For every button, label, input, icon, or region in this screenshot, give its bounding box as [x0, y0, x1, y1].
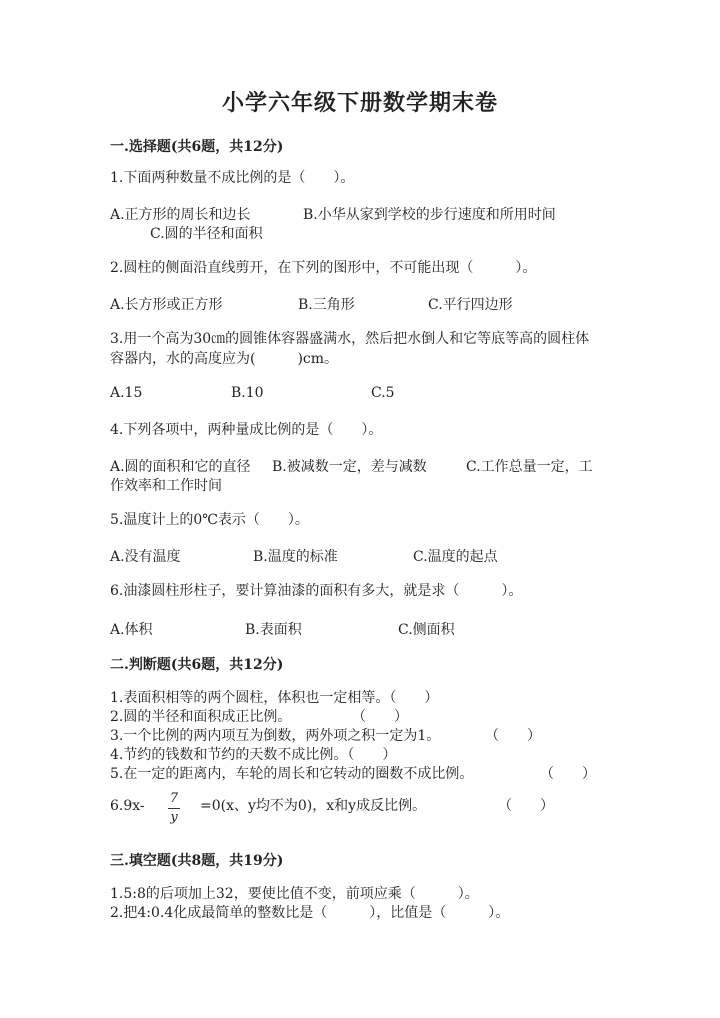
- choice-question-6: 6.油漆圆柱形柱子，要计算油漆的面积有多大，就是求（ ）。: [110, 583, 523, 599]
- section-heading-choice: 一.选择题(共6题，共12分): [110, 139, 284, 155]
- choice-1-option-b: B.小华从家到学校的步行速度和所用时间: [303, 207, 556, 223]
- judge-item-6-prefix: 6.9x-: [110, 798, 145, 814]
- fraction-bar: [168, 808, 180, 809]
- choice-3-option-b: B.10: [231, 385, 264, 401]
- judge-item-3: 3.一个比例的两内项互为倒数，两外项之积一定为1。: [110, 728, 441, 744]
- judge-item-2: 2.圆的半径和面积成正比例。: [110, 709, 292, 725]
- choice-question-2: 2.圆柱的侧面沿直线剪开，在下列的图形中，不可能出现（ ）。: [110, 260, 537, 276]
- choice-6-option-a: A.体积: [110, 622, 153, 638]
- choice-question-3-line2: 容器内，水的高度应为( )cm。: [110, 351, 339, 367]
- choice-2-option-a: A.长方形或正方形: [110, 297, 223, 313]
- choice-question-5: 5.温度计上的0℃表示（ ）。: [110, 512, 309, 528]
- judge-item-5: 5.在一定的距离内，车轮的周长和它转动的圈数不成比例。: [110, 766, 474, 782]
- section-heading-judge: 二.判断题(共6题，共12分): [110, 657, 284, 673]
- judge-item-3-answer: （ ）: [485, 728, 541, 744]
- choice-1-option-c: C.圆的半径和面积: [150, 226, 263, 242]
- choice-6-option-b: B.表面积: [245, 622, 302, 638]
- choice-5-option-c: C.温度的起点: [413, 549, 498, 565]
- choice-4-option-c-continued: 作效率和工作时间: [110, 478, 222, 494]
- choice-6-option-c: C.侧面积: [398, 622, 455, 638]
- judge-item-1: 1.表面积相等的两个圆柱，体积也一定相等。（ ）: [110, 690, 439, 706]
- fill-item-1: 1.5:8的后项加上32，要使比值不变，前项应乘（ ）。: [110, 886, 479, 902]
- choice-1-option-a: A.正方形的周长和边长: [110, 207, 251, 223]
- choice-3-option-c: C.5: [371, 385, 395, 401]
- choice-question-1: 1.下面两种数量不成比例的是（ ）。: [110, 170, 355, 186]
- choice-4-option-c: C.工作总量一定，工: [466, 459, 593, 475]
- choice-3-option-a: A.15: [110, 385, 143, 401]
- judge-item-6-suffix: =0(x、y均不为0)，x和y成反比例。: [200, 798, 427, 814]
- choice-question-4: 4.下列各项中，两种量成比例的是（ ）。: [110, 422, 383, 438]
- judge-item-6-answer: （ ）: [498, 798, 554, 814]
- fraction-numerator: 7: [169, 791, 179, 806]
- choice-5-option-b: B.温度的标准: [253, 549, 338, 565]
- fill-item-2: 2.把4:0.4化成最简单的整数比是（ ），比值是（ ）。: [110, 905, 510, 921]
- choice-5-option-a: A.没有温度: [110, 549, 181, 565]
- choice-4-option-a: A.圆的面积和它的直径: [110, 459, 251, 475]
- choice-question-3-line1: 3.用一个高为30㎝的圆锥体容器盛满水，然后把水倒人和它等底等高的圆柱体: [110, 331, 590, 347]
- judge-item-4: 4.节约的钱数和节约的天数不成比例。（ ）: [110, 747, 397, 763]
- judge-item-2-answer: （ ）: [352, 709, 408, 725]
- choice-2-option-c: C.平行四边形: [428, 297, 513, 313]
- fraction-7-over-y: [168, 791, 180, 826]
- page-title: 小学六年级下册数学期末卷: [221, 90, 498, 116]
- judge-item-5-answer: （ ）: [540, 766, 596, 782]
- choice-2-option-b: B.三角形: [298, 297, 355, 313]
- fraction-denominator: y: [170, 810, 178, 825]
- choice-4-option-b: B.被减数一定，差与减数: [272, 459, 427, 475]
- section-heading-fill: 三.填空题(共8题，共19分): [110, 853, 284, 869]
